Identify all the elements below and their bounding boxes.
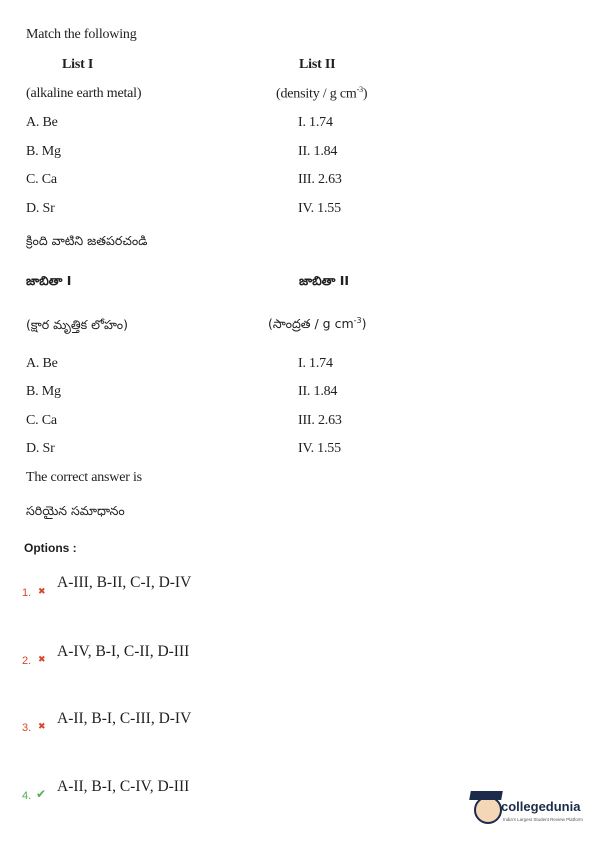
option-text: A-II, B-I, C-III, D-IV: [57, 710, 192, 727]
list2-item-telugu: IV. 1.55: [298, 441, 341, 456]
list1-item-telugu: A. Be: [26, 356, 58, 371]
brand-name: collegedunia: [501, 799, 581, 814]
brand-tagline: India's Largest Student Review Platform: [503, 817, 583, 822]
list2-item-telugu: III. 2.63: [298, 413, 342, 428]
option-text: A-IV, B-I, C-II, D-III: [57, 643, 190, 660]
check-icon: ✔: [36, 787, 47, 801]
answer-prompt-telugu: సరియైన సమాధానం: [26, 503, 125, 518]
option-number: 1.: [22, 587, 32, 599]
list1-item-telugu: D. Sr: [26, 441, 55, 456]
cross-icon: ✖: [38, 722, 46, 732]
option-text: A-II, B-I, C-IV, D-III: [57, 778, 190, 795]
question-intro-telugu: క్రింది వాటిని జతపరచండి: [26, 233, 148, 248]
list2-item: IV. 1.55: [298, 201, 341, 216]
list2-header-telugu: జాబితా II: [299, 273, 350, 288]
list1-item-telugu: B. Mg: [26, 384, 61, 399]
list2-item: III. 2.63: [298, 172, 342, 187]
list2-item-telugu: II. 1.84: [298, 384, 338, 399]
list1-subheader-telugu: (క్షార మృత్తిక లోహం): [26, 317, 128, 332]
list1-header: List I: [62, 57, 94, 72]
list1-subheader: (alkaline earth metal): [26, 86, 142, 101]
answer-prompt: The correct answer is: [26, 470, 142, 485]
option-number: 4.: [22, 790, 32, 802]
option-text: A-III, B-II, C-I, D-IV: [57, 574, 192, 591]
options-heading: Options :: [24, 541, 77, 555]
list1-item: D. Sr: [26, 201, 55, 216]
list2-header: List II: [299, 57, 336, 72]
list1-item: A. Be: [26, 115, 58, 130]
list1-item-telugu: C. Ca: [26, 413, 57, 428]
option-number: 3.: [22, 722, 32, 734]
list2-item-telugu: I. 1.74: [298, 356, 333, 371]
list2-item: I. 1.74: [298, 115, 333, 130]
option-number: 2.: [22, 655, 32, 667]
graduation-cap-icon: [469, 791, 503, 800]
list1-header-telugu: జాబితా I: [26, 273, 72, 288]
list2-subheader-telugu: (సాంద్రత / g $cm^{-3}$): [268, 316, 367, 332]
list2-subheader: (density / g $cm^{-3}$): [276, 85, 368, 102]
list1-item: C. Ca: [26, 172, 57, 187]
cross-icon: ✖: [38, 587, 46, 597]
question-intro: Match the following: [26, 27, 137, 42]
cross-icon: ✖: [38, 655, 46, 665]
list1-item: B. Mg: [26, 144, 61, 159]
list2-item: II. 1.84: [298, 144, 338, 159]
mascot-icon: [474, 796, 502, 824]
